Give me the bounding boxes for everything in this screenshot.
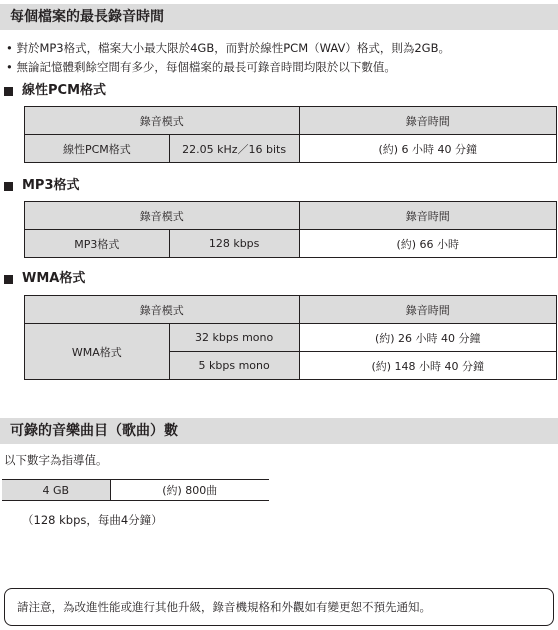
song-count-cell: (約) 800曲	[110, 480, 269, 501]
wma-time-cell: (約) 148 小時 40 分鐘	[299, 352, 556, 380]
section-title-song-count: 可錄的音樂曲目（歌曲）數	[0, 418, 558, 444]
wma-setting-cell: 32 kbps mono	[169, 324, 299, 352]
mp3-heading-label: MP3格式	[22, 178, 80, 193]
mp3-col-mode: 錄音模式	[25, 202, 300, 230]
pcm-col-mode: 錄音模式	[25, 107, 300, 135]
pcm-setting-cell: 22.05 kHz／16 bits	[169, 135, 299, 163]
song-count-intro: 以下數字為指導值。	[4, 453, 108, 467]
bullet-file-size-limit: • 對於MP3格式，檔案大小最大限於4GB，而對於線性PCM（WAV）格式，則為2GB。	[6, 41, 450, 55]
mp3-time-cell: (約) 66 小時	[299, 230, 557, 258]
capacity-cell: 4 GB	[2, 480, 110, 501]
pcm-heading	[4, 82, 106, 100]
bullet-recording-time-limit: • 無論記憶體剩餘空間有多少，每個檔案的最長可錄音時間均限於以下數值。	[6, 60, 396, 74]
mp3-col-time: 錄音時間	[299, 202, 557, 230]
wma-setting-cell: 5 kbps mono	[169, 352, 299, 380]
wma-heading-label: WMA格式	[22, 271, 86, 286]
pcm-heading-label: 線性PCM格式	[22, 83, 107, 98]
mp3-format-cell: MP3格式	[25, 230, 170, 258]
section-title-max-recording-time: 每個檔案的最長錄音時間	[0, 4, 558, 30]
mp3-setting-cell: 128 kbps	[169, 230, 299, 258]
pcm-time-cell: (約) 6 小時 40 分鐘	[299, 135, 556, 163]
square-bullet-icon	[4, 275, 13, 284]
wma-time-cell: (約) 26 小時 40 分鐘	[299, 324, 556, 352]
wma-heading	[4, 270, 85, 288]
pcm-col-time: 錄音時間	[299, 107, 556, 135]
square-bullet-icon	[4, 87, 13, 96]
song-count-table	[2, 479, 269, 501]
mp3-table	[24, 201, 557, 258]
pcm-format-cell: 線性PCM格式	[25, 135, 170, 163]
square-bullet-icon	[4, 182, 13, 191]
wma-col-mode: 錄音模式	[25, 296, 300, 324]
wma-format-cell: WMA格式	[25, 324, 170, 380]
mp3-heading	[4, 177, 80, 195]
spec-change-notice: 請注意，為改進性能或進行其他升級，錄音機規格和外觀如有變更恕不預先通知。	[4, 588, 554, 626]
wma-table	[24, 295, 557, 380]
pcm-table	[24, 106, 557, 163]
song-count-note: （128 kbps，每曲4分鐘）	[22, 513, 163, 527]
wma-col-time: 錄音時間	[299, 296, 556, 324]
